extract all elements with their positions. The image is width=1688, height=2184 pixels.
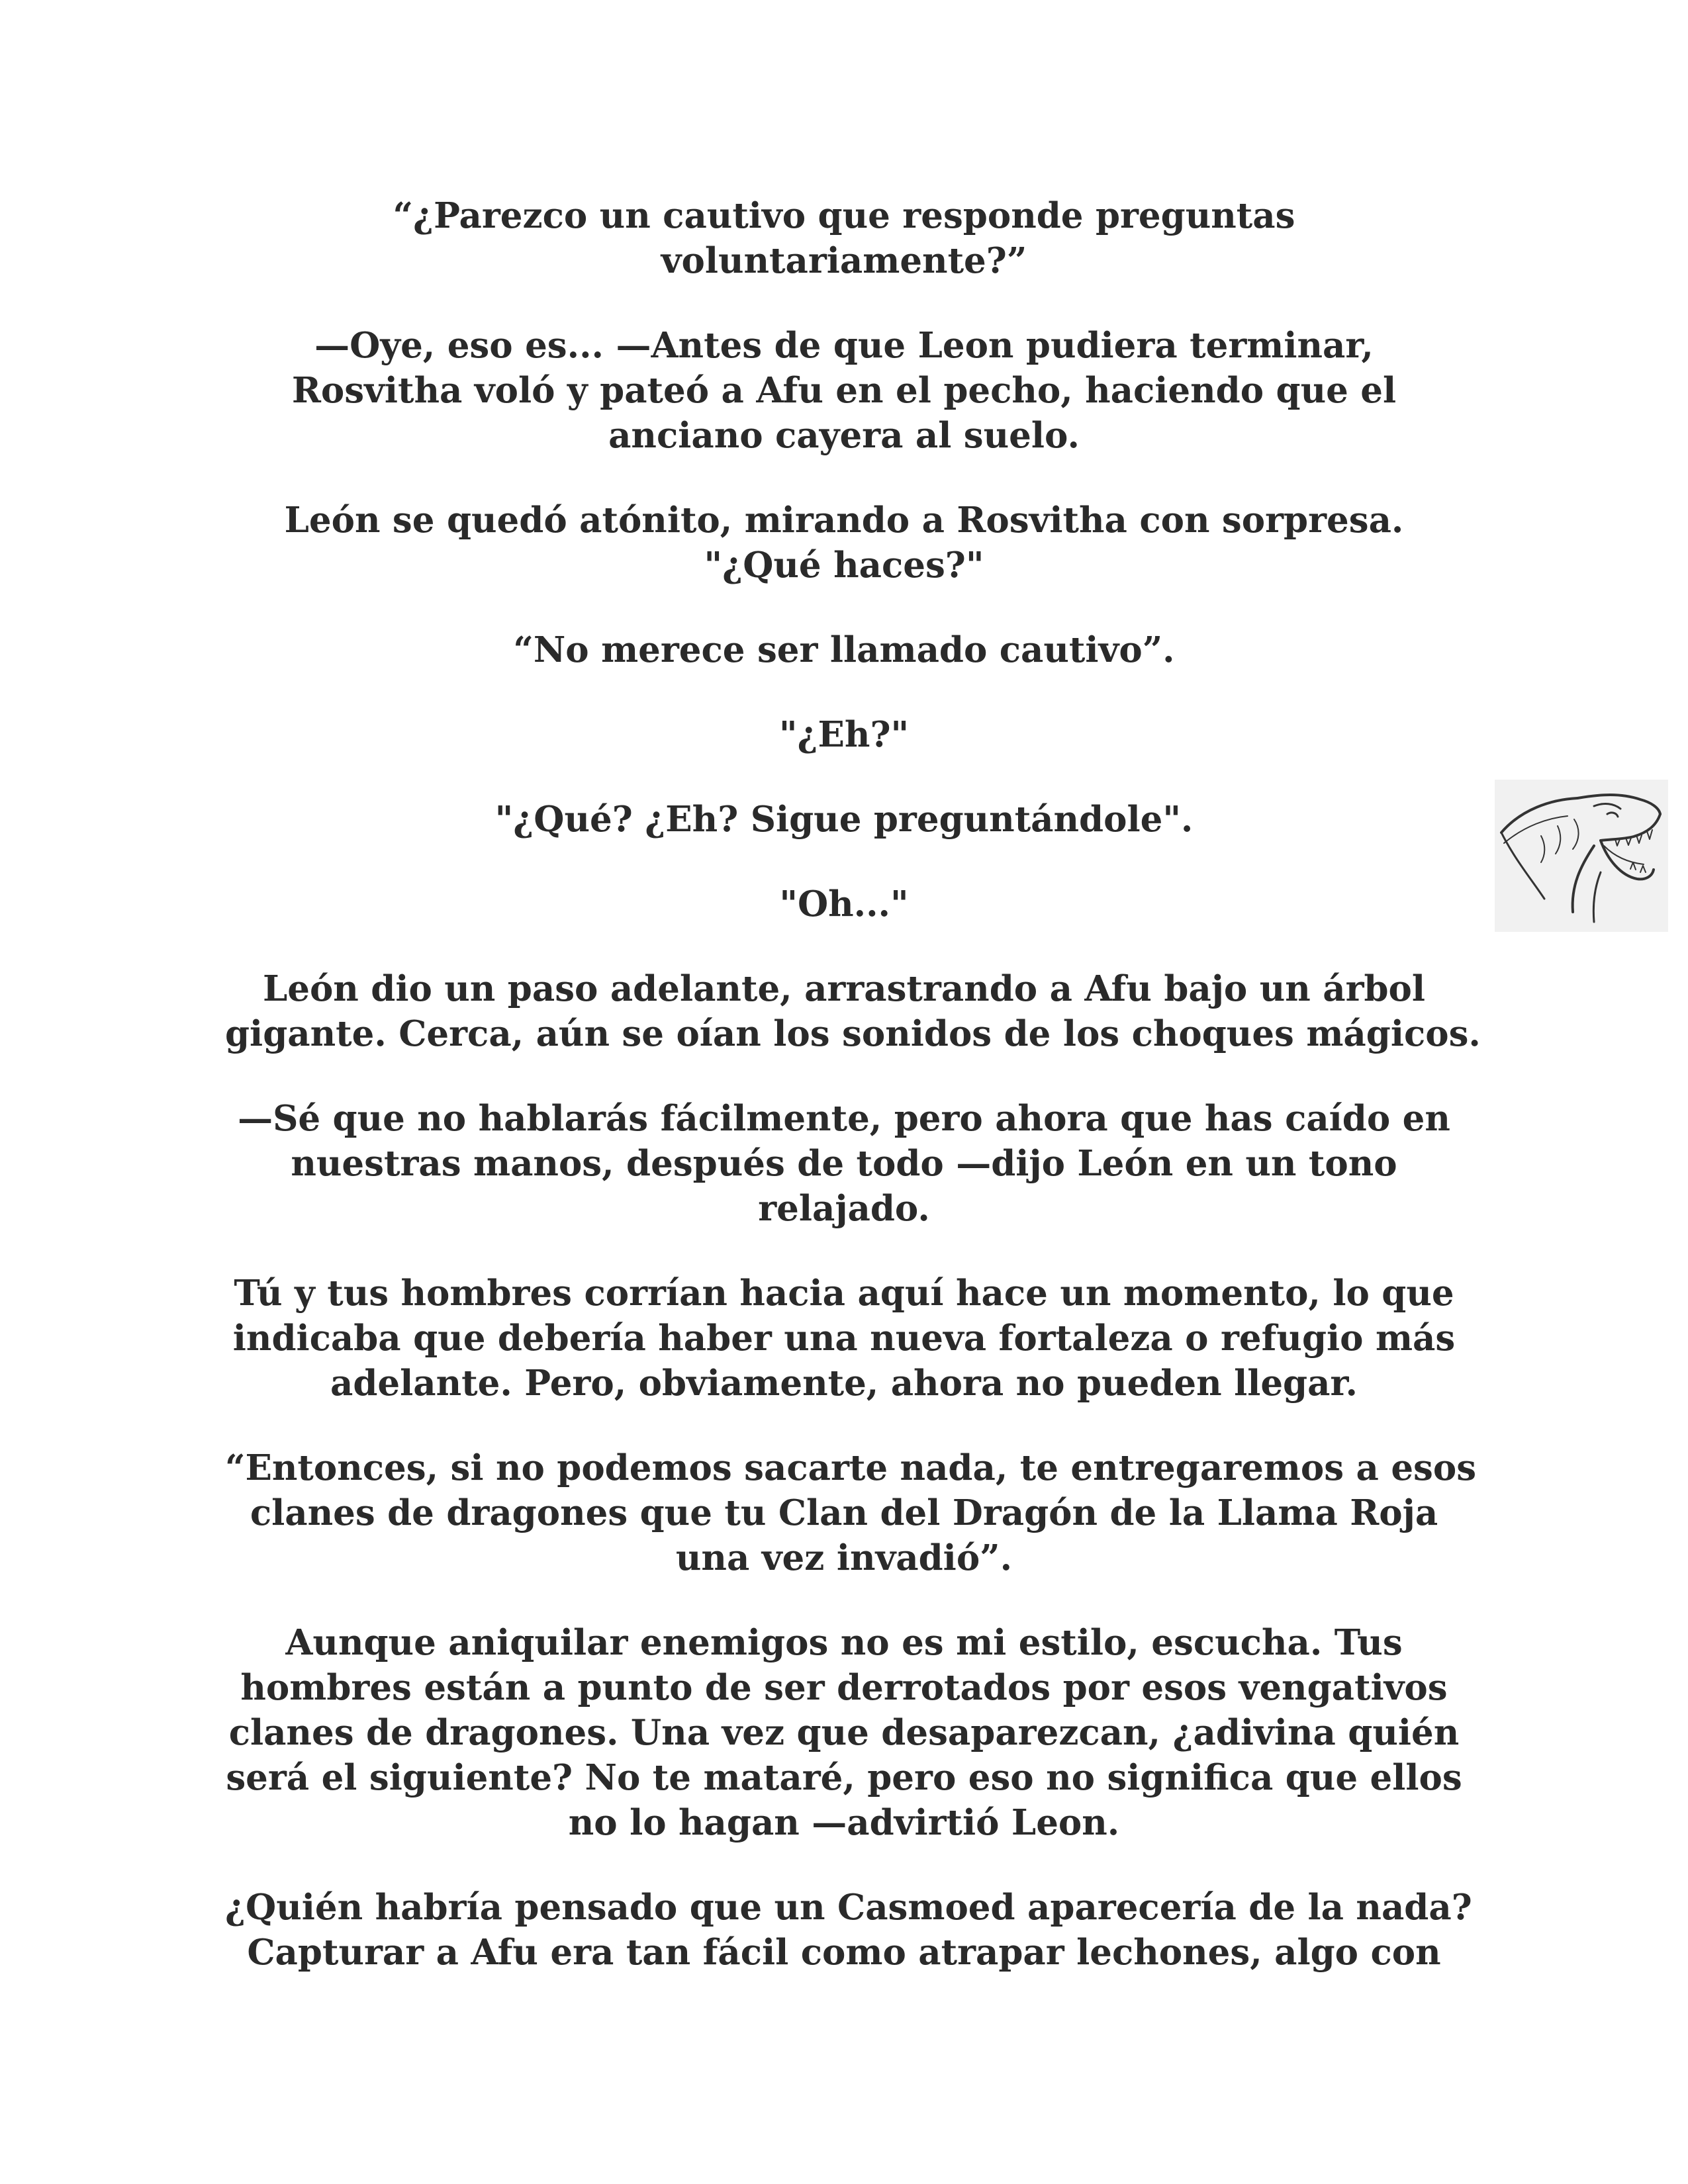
text-line: "Oh..." bbox=[779, 884, 909, 925]
text-line: Capturar a Afu era tan fácil como atrapar lechones, algo con bbox=[247, 1932, 1441, 1973]
text-line: Tú y tus hombres corrían hacia aquí hace un momento, lo que bbox=[234, 1273, 1454, 1314]
text-line: Rosvitha voló y pateó a Afu en el pecho, haciendo que el bbox=[291, 370, 1397, 411]
paragraph bbox=[225, 1096, 1463, 1231]
text-line: “No merece ser llamado cautivo”. bbox=[513, 629, 1175, 670]
paragraph bbox=[225, 193, 1463, 283]
paragraph bbox=[225, 797, 1463, 842]
text-line: hombres están a punto de ser derrotados por esos vengativos bbox=[240, 1667, 1448, 1708]
text-line: no lo hagan —advirtió Leon. bbox=[568, 1802, 1120, 1843]
text-line: adelante. Pero, obviamente, ahora no pueden llegar. bbox=[330, 1363, 1358, 1404]
text-line: anciano cayera al suelo. bbox=[608, 415, 1080, 456]
paragraph bbox=[225, 498, 1463, 588]
text-line: voluntariamente?” bbox=[661, 240, 1027, 281]
text-line: relajado. bbox=[758, 1188, 930, 1229]
text-line: indicaba que debería haber una nueva fortaleza o refugio más bbox=[232, 1318, 1456, 1359]
paragraph bbox=[225, 882, 1463, 927]
text-line: clanes de dragones. Una vez que desaparezcan, ¿adivina quién bbox=[228, 1712, 1460, 1753]
text-line: “Entonces, si no podemos sacarte nada, te entregaremos a esos bbox=[225, 1447, 1477, 1488]
paragraph bbox=[225, 627, 1463, 672]
paragraph bbox=[225, 1271, 1463, 1406]
paragraph bbox=[225, 966, 1481, 1056]
text-line: —Oye, eso es... —Antes de que Leon pudiera terminar, bbox=[314, 325, 1374, 366]
text-line: "¿Qué? ¿Eh? Sigue preguntándole". bbox=[494, 799, 1194, 840]
text-line: nuestras manos, después de todo —dijo León en un tono bbox=[291, 1143, 1397, 1184]
paragraph bbox=[225, 1620, 1463, 1845]
paragraph bbox=[225, 323, 1463, 458]
text-line: —Sé que no hablarás fácilmente, pero ahora que has caído en bbox=[238, 1098, 1450, 1139]
dinosaur-sketch-icon bbox=[1495, 780, 1668, 932]
text-line: León se quedó atónito, mirando a Rosvitha con sorpresa. bbox=[284, 500, 1404, 541]
paragraph bbox=[225, 1885, 1472, 1975]
text-line: ¿Quién habría pensado que un Casmoed aparecería de la nada? bbox=[225, 1887, 1472, 1928]
text-line: será el siguiente? No te mataré, pero eso no significa que ellos bbox=[226, 1757, 1462, 1798]
text-line: Aunque aniquilar enemigos no es mi estilo, escucha. Tus bbox=[285, 1622, 1403, 1663]
paragraph bbox=[225, 1445, 1477, 1580]
text-column bbox=[225, 193, 1481, 2015]
paragraph bbox=[225, 712, 1463, 757]
text-line: "¿Qué haces?" bbox=[704, 545, 984, 586]
text-line: "¿Eh?" bbox=[778, 714, 910, 755]
text-line: “¿Parezco un cautivo que responde preguntas bbox=[393, 195, 1295, 236]
text-line: una vez invadió”. bbox=[675, 1537, 1013, 1578]
text-line: León dio un paso adelante, arrastrando a Afu bajo un árbol bbox=[262, 968, 1426, 1009]
text-line: gigante. Cerca, aún se oían los sonidos de los choques mágicos. bbox=[225, 1013, 1481, 1054]
text-line: clanes de dragones que tu Clan del Dragón de la Llama Roja bbox=[250, 1492, 1438, 1533]
